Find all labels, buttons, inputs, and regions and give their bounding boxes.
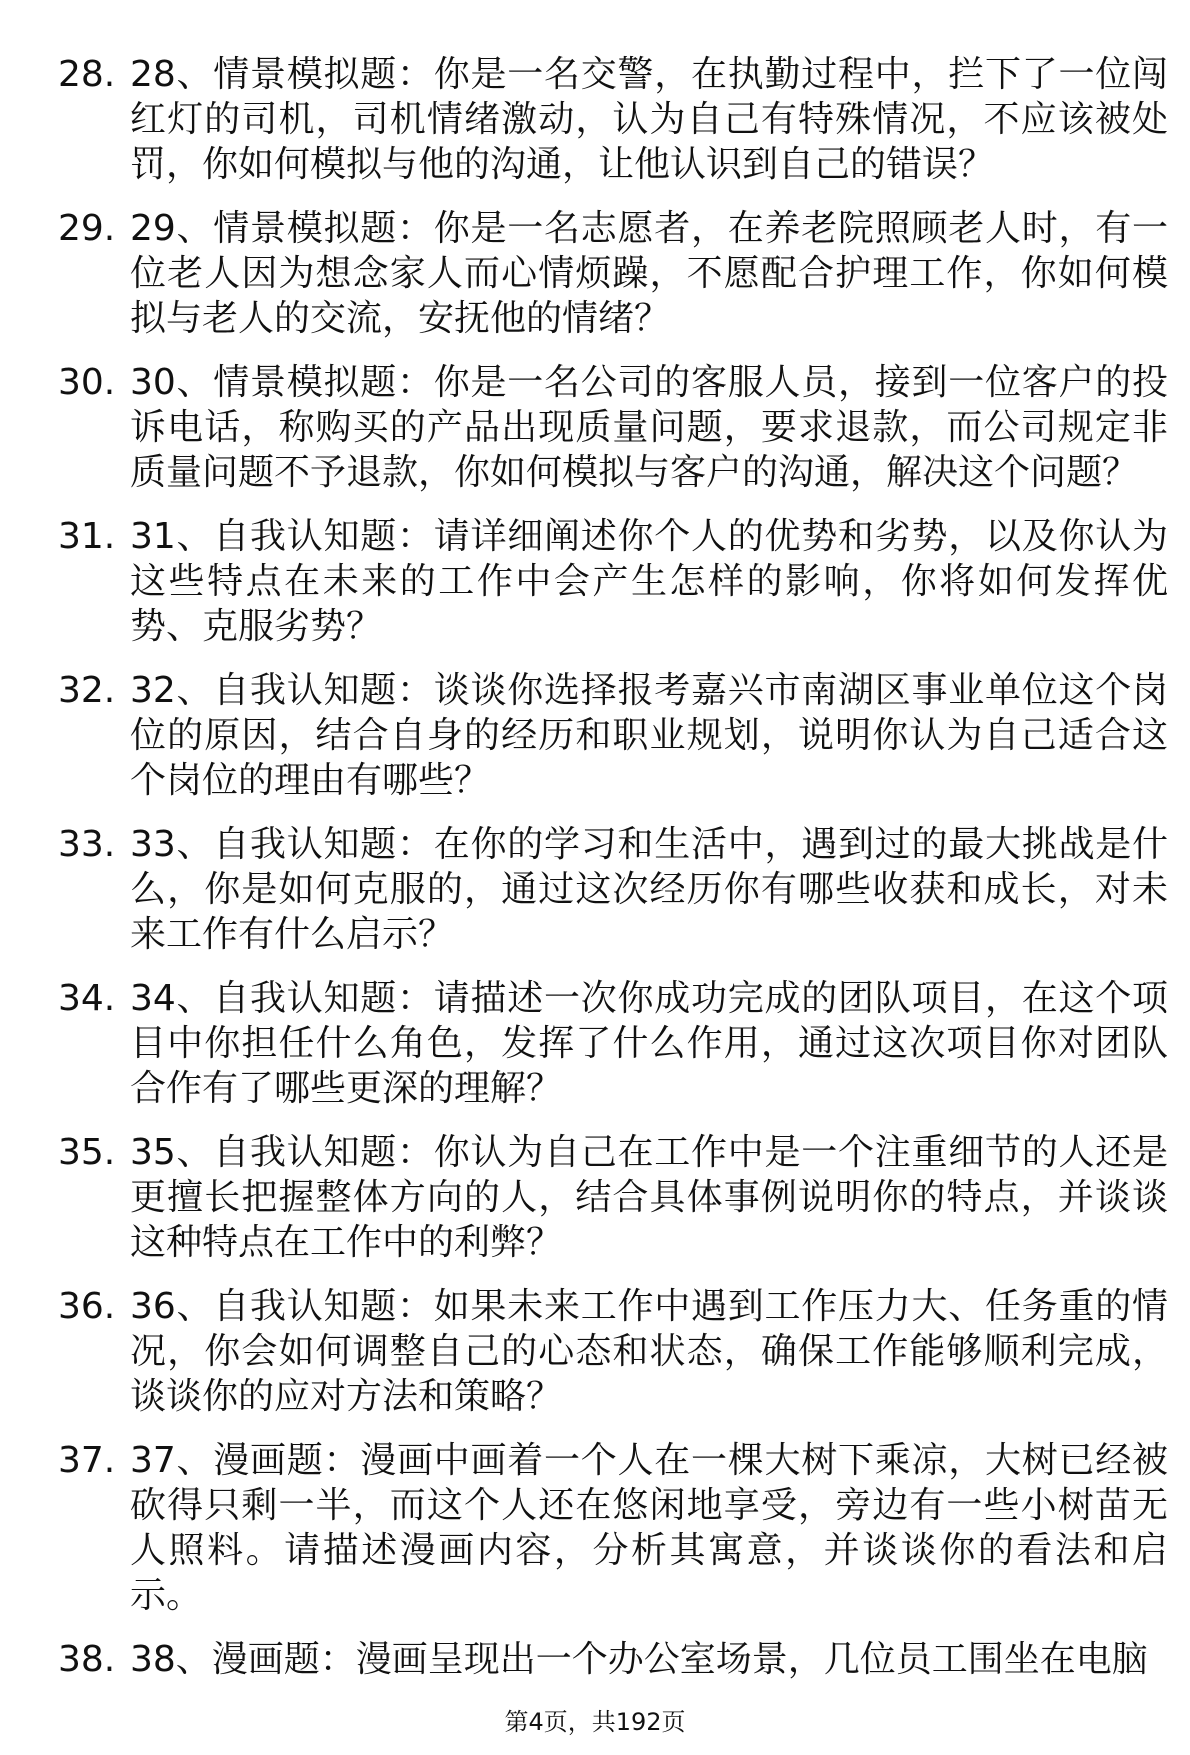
page-number-label: 第4页，共192页 xyxy=(504,1708,686,1736)
question-number: 38. xyxy=(58,1639,116,1680)
question-text: 29、情景模拟题：你是一名志愿者，在养老院照顾老人时，有一位老人因为想念家人而心情烦躁，不愿配合护理工作，你如何模拟与老人的交流，安抚他的情绪？ xyxy=(130,208,1168,339)
question-number: 37. xyxy=(58,1440,116,1481)
question-text: 35、自我认知题：你认为自己在工作中是一个注重细节的人还是更擅长把握整体方向的人，结合具体事例说明你的特点，并谈谈这种特点在工作中的利弊？ xyxy=(130,1132,1168,1263)
question-text: 28、情景模拟题：你是一名交警，在执勤过程中，拦下了一位闯红灯的司机，司机情绪激动，认为自己有特殊情况，不应该被处罚，你如何模拟与他的沟通，让他认识到自己的错误？ xyxy=(130,54,1168,185)
question-text: 34、自我认知题：请描述一次你成功完成的团队项目，在这个项目中你担任什么角色，发挥了什么作用，通过这次项目你对团队合作有了哪些更深的理解？ xyxy=(130,978,1168,1109)
question-text: 33、自我认知题：在你的学习和生活中，遇到过的最大挑战是什么，你是如何克服的，通过这次经历你有哪些收获和成长，对未来工作有什么启示？ xyxy=(130,824,1168,955)
question-number: 34. xyxy=(58,978,116,1019)
question-number: 31. xyxy=(58,516,116,557)
question-item-30 xyxy=(58,360,1168,495)
question-number: 36. xyxy=(58,1286,116,1327)
question-number: 28. xyxy=(58,54,116,95)
question-text: 31、自我认知题：请详细阐述你个人的优势和劣势，以及你认为这些特点在未来的工作中会产生怎样的影响，你将如何发挥优势、克服劣势？ xyxy=(130,516,1168,647)
page-footer xyxy=(0,1707,1190,1737)
question-item-37 xyxy=(58,1438,1168,1618)
question-item-36 xyxy=(58,1284,1168,1419)
question-text: 37、漫画题：漫画中画着一个人在一棵大树下乘凉，大树已经被砍得只剩一半，而这个人还在悠闲地享受，旁边有一些小树苗无人照料。请描述漫画内容，分析其寓意，并谈谈你的看法和启示。 xyxy=(130,1440,1168,1616)
question-text: 38、漫画题：漫画呈现出一个办公室场景，几位员工围坐在电脑 xyxy=(130,1639,1148,1680)
question-item-35 xyxy=(58,1130,1168,1265)
question-item-29 xyxy=(58,206,1168,341)
question-text: 30、情景模拟题：你是一名公司的客服人员，接到一位客户的投诉电话，称购买的产品出现质量问题，要求退款，而公司规定非质量问题不予退款，你如何模拟与客户的沟通，解决这个问题？ xyxy=(130,362,1168,493)
question-item-34 xyxy=(58,976,1168,1111)
question-list xyxy=(58,52,1168,1701)
question-item-33 xyxy=(58,822,1168,957)
question-text: 36、自我认知题：如果未来工作中遇到工作压力大、任务重的情况，你会如何调整自己的心态和状态，确保工作能够顺利完成，谈谈你的应对方法和策略？ xyxy=(130,1286,1168,1417)
question-number: 29. xyxy=(58,208,116,249)
question-number: 35. xyxy=(58,1132,116,1173)
question-text: 32、自我认知题：谈谈你选择报考嘉兴市南湖区事业单位这个岗位的原因，结合自身的经历和职业规划，说明你认为自己适合这个岗位的理由有哪些？ xyxy=(130,670,1168,801)
question-item-31 xyxy=(58,514,1168,649)
question-item-32 xyxy=(58,668,1168,803)
question-item-28 xyxy=(58,52,1168,187)
question-number: 30. xyxy=(58,362,116,403)
question-number: 33. xyxy=(58,824,116,865)
question-number: 32. xyxy=(58,670,116,711)
question-item-38 xyxy=(58,1637,1168,1682)
